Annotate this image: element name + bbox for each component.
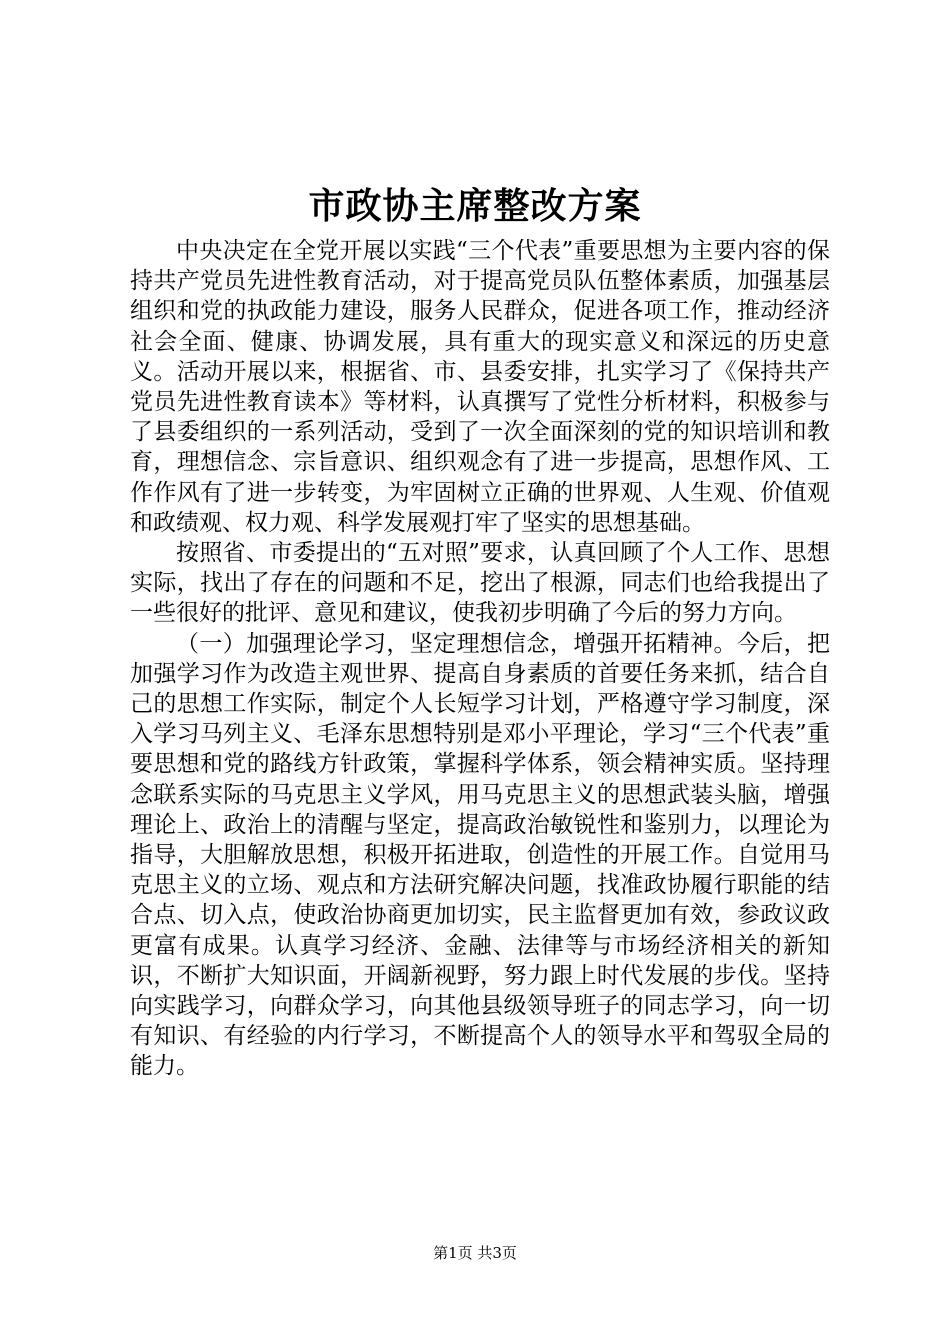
paragraph-section-one: （一）加强理论学习，坚定理想信念，增强开拓精神。今后，把加强学习作为改造主观世界、提高自身素质的首要任务来抓，结合自己的思想工作实际，制定个人长短学习计划，严格遵守学习制度，深入学习马列主义、毛泽东思想特别是邓小平理论，学习“三个代表”重要思想和党的路线方针政策，掌握科学体系，领会精神实质。坚持理念联系实际的马克思主义学风，用马克思主义的思想武装头脑，增强理论上、政治上的清醒与坚定，提高政治敏锐性和鉴别力，以理论为指导，大胆解放思想，积极开拓进取，创造性的开展工作。自觉用马克思主义的立场、观点和方法研究解决问题，找准政协履行职能的结合点、切入点，使政治协商更加切实，民主监督更加有效，参政议政更富有成果。认真学习经济、金融、法律等与市场经济相关的新知识，不断扩大知识面，开阔新视野，努力跟上时代发展的步伐。坚持向实践学习，向群众学习，向其他县级领导班子的同志学习，向一切有知识、有经验的内行学习，不断提高个人的领导水平和驾驭全局的能力。: [130, 630, 830, 1080]
paragraph-review: 按照省、市委提出的“五对照”要求，认真回顾了个人工作、思想实际，找出了存在的问题和不足，挖出了根源，同志们也给我提出了一些很好的批评、意见和建议，使我初步明确了今后的努力方向。: [130, 540, 830, 627]
document-title: 市政协主席整改方案: [308, 185, 642, 227]
page-footer: 第1页 共3页: [433, 1244, 517, 1262]
document-body: [130, 236, 830, 1082]
paragraph-intro: 中央决定在全党开展以实践“三个代表”重要思想为主要内容的保持共产党员先进性教育活动，对于提高党员队伍整体素质，加强基层组织和党的执政能力建设，服务人民群众，促进各项工作，推动经济社会全面、健康、协调发展，具有重大的现实意义和深远的历史意义。活动开展以来，根据省、市、县委安排，扎实学习了《保持共产党员先进性教育读本》等材料，认真撰写了党性分析材料，积极参与了县委组织的一系列活动，受到了一次全面深刻的党的知识培训和教育，理想信念、宗旨意识、组织观念有了进一步提高，思想作风、工作作风有了进一步转变，为牢固树立正确的世界观、人生观、价值观和政绩观、权力观、科学发展观打牢了坚实的思想基础。: [130, 238, 830, 536]
